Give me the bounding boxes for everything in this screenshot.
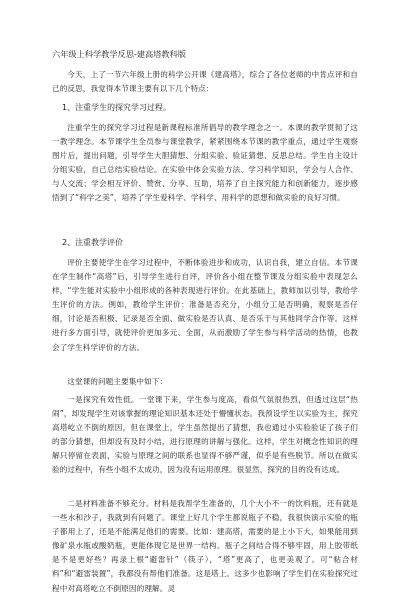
problems-intro-paragraph [52, 375, 358, 389]
paragraph-text: 评价主要使学生在学习过程中，不断体验进步和成功，认识自我，建立自信。本节课在学生制作“高塔”后，引导学生进行自评，评价各小组在整节课及分组实验中表现怎么样，“学生能对实验中小组形成的各种表现进行评价。在此基础上，教师加以引导，教给学生评价的方法。例如，教给学生评价：准备是否充分，小组分工是否明确，观察是否仔细，讨论是否积极、记录是否全面、做实验是否认真、是否乐于与其他同学合作等。这样进行多方面引导，就使评价更加多元、全面，从而激励了学生参与科学活动的热情，也教会了学生科学评价的方法。 [52, 258, 358, 352]
paragraph-text: 一是探究有效性低。一堂课下来，学生参与度高，看似气氛很热烈，但透过这层“热闹”，却发现学生对该掌握的理论知识基本还处于懵懂状态。我预设学生以实验为主，探究高塔屹立不倒的原因，但在课堂上，学生虽然提出了猜想，我也通过小实验验证了孩子们的部分猜想，但却没有及时小结，进行原理的讲解与强化。这样，学生对概念性知识的理解只停留在表面，实验与原理之间的联系也显得不够严谨，似乎是有些脱节。所以在做实验的过程中，有些小组不太成功，因为没有运用原理。很显然，探究的目的没有达成。 [52, 395, 358, 475]
intro-paragraph [52, 68, 358, 96]
inquiry-paragraph [52, 121, 358, 206]
document-title: 六年级上科学教学反思-建高塔教科版 [52, 49, 186, 59]
section-heading-1: 1、注重学生的探究学习过程。 [62, 103, 171, 112]
problem-two-paragraph [52, 497, 358, 596]
paragraph-text: 注重学生的探究学习过程是新课程标准所倡导的教学理念之一。本课的教学贯彻了这一教学理念。本节课学生全员参与课堂教学，紧紧围绕本节课的教学重点，通过学生观察图片后，提出问题，引导学生大胆猜想、分组实验、验证猜想、反思总结。学生自主设计分组实验，自己总结实验结论。在实验中体会实验方法、学习科学知识，学会与人合作、与人交流；学会相互评价、赞赏、分享、互助，培养了自主探究能力和创新能力，逐步感悟到了“科学之美”，培养了学生爱科学、学科学、用科学的思想和做实验的良好习惯。 [52, 123, 358, 203]
paragraph-text: 二是材料准备不够充分。材料是我帮学生准备的，几个大小不一的饮料瓶，还有就是一些水和沙子，我就到有问题了。课堂上好几个学生都说瓶子不稳，我很快演示实验的瓶子都用上了，还是不能满足他们的需要。比如：建高塔，需要的是上小下大，如果能用到像矿泉水瓶或酸奶瓶，更能体现它是世界一结构。瓶子之间结合得不够牢固，用上胶带纸是不是更好些？再录上根“避雷针”（筷子），“塔”更高了，也更美观了。可“粘合材料”和“避雷装置”，我都没有帮他们准备。这是塔上。这多少也影响了学生们在实验探究过程中对高塔屹立不倒原因的理解。灵 [52, 499, 358, 593]
problem-one-paragraph [52, 393, 358, 478]
evaluation-paragraph [52, 256, 358, 355]
paragraph-text: 这堂课的问题主要集中如下： [67, 377, 168, 386]
section-heading-2: 2、注重教学评价 [62, 238, 124, 247]
paragraph-text: 今天，上了一节六年级上册的科学公开课《建高塔》，综合了各位老师的中肯点评和自己的反思，我觉得本节课主要有以下几个特点： [52, 70, 358, 94]
